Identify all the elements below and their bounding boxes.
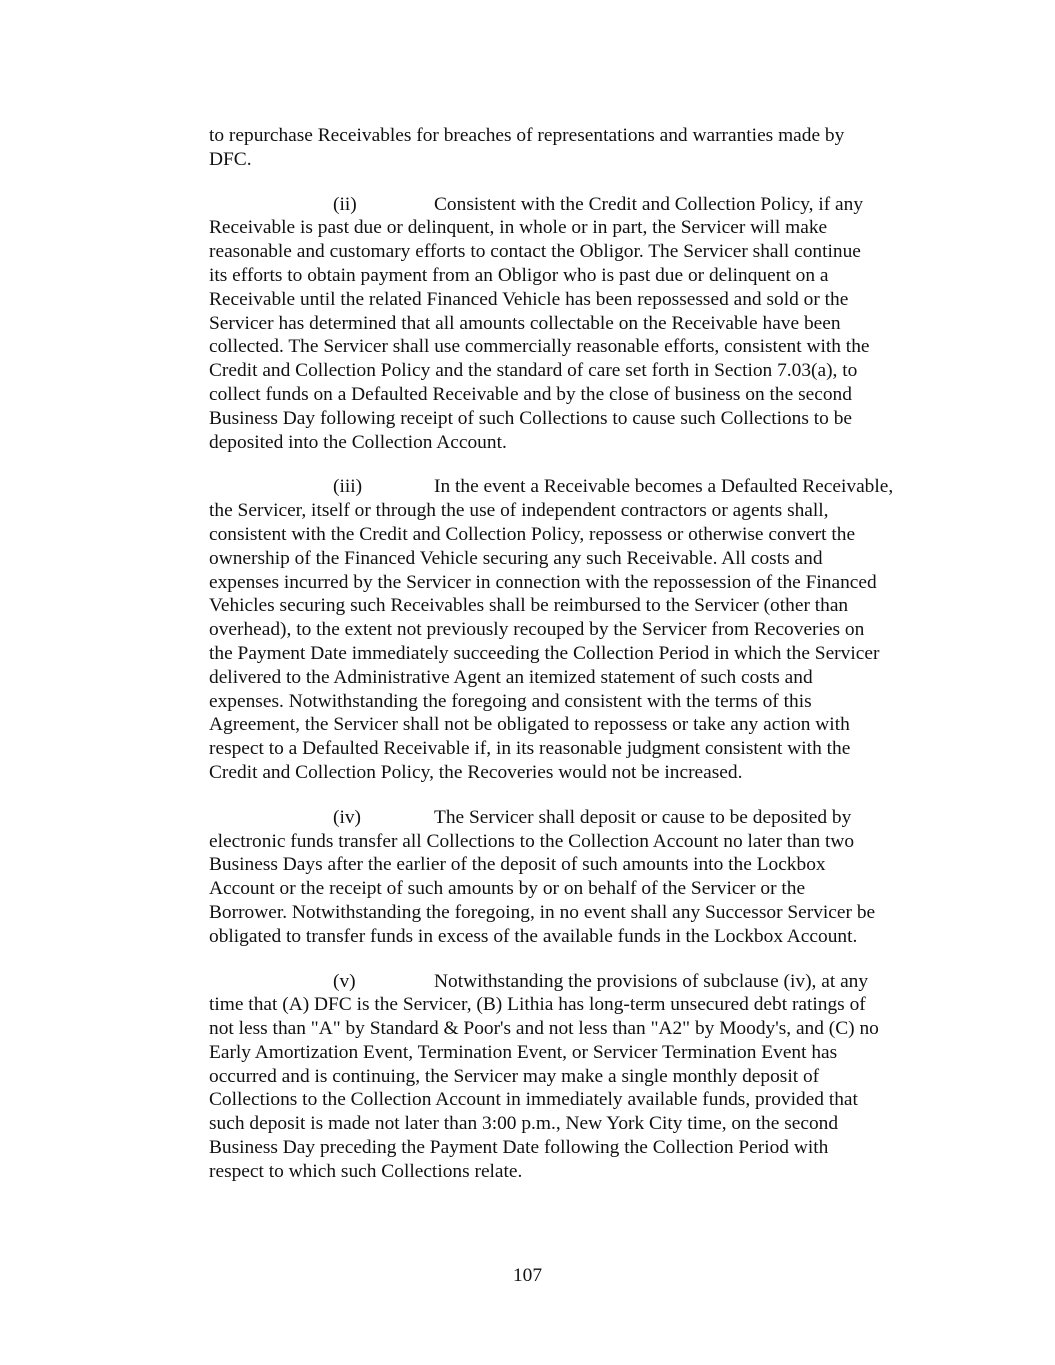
text-line: such deposit is made not later than 3:00 p.m., New York City time, on the second — [209, 1113, 839, 1135]
text-line: the Payment Date immediately succeeding the Collection Period in which the Servicer — [209, 642, 880, 664]
clause-number: (iii) — [333, 476, 363, 498]
text-line: collected. The Servicer shall use commercially reasonable efforts, consistent with the — [209, 336, 870, 358]
text-line: DFC. — [209, 148, 252, 170]
page-number: 107 — [512, 1265, 543, 1286]
text-line: Account or the receipt of such amounts by or on behalf of the Servicer or the — [209, 878, 806, 900]
text-line: consistent with the Credit and Collection Policy, repossess or otherwise convert the — [209, 523, 856, 545]
text-line: Receivable until the related Financed Vehicle has been repossessed and sold or the — [209, 288, 849, 310]
section-ii-paragraph — [209, 193, 949, 455]
section-iv-paragraph — [209, 806, 949, 949]
first-line — [209, 193, 949, 217]
text-line: Business Days after the earlier of the deposit of such amounts into the Lockbox — [209, 854, 826, 876]
text-line: Notwithstanding the provisions of subclause (iv), at any — [434, 970, 869, 992]
first-line — [209, 806, 949, 830]
text-line: its efforts to obtain payment from an Obligor who is past due or delinquent on a — [209, 264, 829, 286]
text-line: Credit and Collection Policy, the Recoveries would not be increased. — [209, 761, 743, 783]
text-line: deposited into the Collection Account. — [209, 431, 507, 453]
text-line: not less than "A" by Standard & Poor's and not less than "A2" by Moody's, and (C) no — [209, 1018, 879, 1040]
section-iii-paragraph — [209, 475, 949, 784]
first-line — [209, 970, 949, 994]
text-line: Business Day following receipt of such Collections to cause such Collections to be — [209, 407, 853, 429]
text-line: collect funds on a Defaulted Receivable and by the close of business on the second — [209, 383, 852, 405]
text-line: Receivable is past due or delinquent, in whole or in part, the Servicer will make — [209, 217, 828, 239]
text-line: the Servicer, itself or through the use of independent contractors or agents shall, — [209, 500, 829, 522]
continuation-paragraph — [209, 124, 949, 172]
text-line: Vehicles securing such Receivables shall be reimbursed to the Servicer (other than — [209, 595, 849, 617]
text-line: reasonable and customary efforts to contact the Obligor. The Servicer shall continue — [209, 241, 861, 263]
clause-number: (iv) — [333, 806, 361, 828]
text-line: Early Amortization Event, Termination Event, or Servicer Termination Event has — [209, 1041, 838, 1063]
text-line: Credit and Collection Policy and the standard of care set forth in Section 7.03(a), to — [209, 360, 858, 382]
text-line: Servicer has determined that all amounts collectable on the Receivable have been — [209, 312, 841, 334]
text-line: respect to a Defaulted Receivable if, in its reasonable judgment consistent with the — [209, 738, 851, 760]
text-line: Collections to the Collection Account in immediately available funds, provided that — [209, 1089, 858, 1111]
body-text — [209, 124, 949, 1205]
text-line: to repurchase Receivables for breaches of representations and warranties made by — [209, 125, 845, 146]
text-line: expenses incurred by the Servicer in connection with the repossession of the Financed — [209, 571, 877, 593]
text-line: delivered to the Administrative Agent an itemized statement of such costs and — [209, 666, 813, 688]
text-line: respect to which such Collections relate. — [209, 1160, 523, 1182]
text-line: Borrower. Notwithstanding the foregoing, in no event shall any Successor Servicer be — [209, 901, 876, 923]
text-line: obligated to transfer funds in excess of the available funds in the Lockbox Account. — [209, 925, 858, 947]
text-line: The Servicer shall deposit or cause to be deposited by — [434, 806, 852, 828]
clause-number: (ii) — [333, 193, 357, 215]
first-line — [209, 475, 949, 499]
text-line: occurred and is continuing, the Servicer may make a single monthly deposit of — [209, 1065, 820, 1087]
text-line: Business Day preceding the Payment Date following the Collection Period with — [209, 1137, 829, 1159]
text-line: ownership of the Financed Vehicle securing any such Receivable. All costs and — [209, 547, 823, 569]
text-line: overhead), to the extent not previously recouped by the Servicer from Recoveries on — [209, 619, 865, 641]
text-line: Consistent with the Credit and Collection Policy, if any — [434, 193, 864, 215]
clause-number: (v) — [333, 970, 356, 992]
text-line: Agreement, the Servicer shall not be obligated to repossess or take any action with — [209, 714, 850, 736]
text-line: electronic funds transfer all Collections to the Collection Account no later than two — [209, 830, 855, 852]
text-line: time that (A) DFC is the Servicer, (B) Lithia has long-term unsecured debt ratings of — [209, 994, 866, 1016]
section-v-paragraph — [209, 970, 949, 1184]
text-line: In the event a Receivable becomes a Defaulted Receivable, — [434, 476, 894, 498]
text-line: expenses. Notwithstanding the foregoing and consistent with the terms of this — [209, 690, 812, 712]
